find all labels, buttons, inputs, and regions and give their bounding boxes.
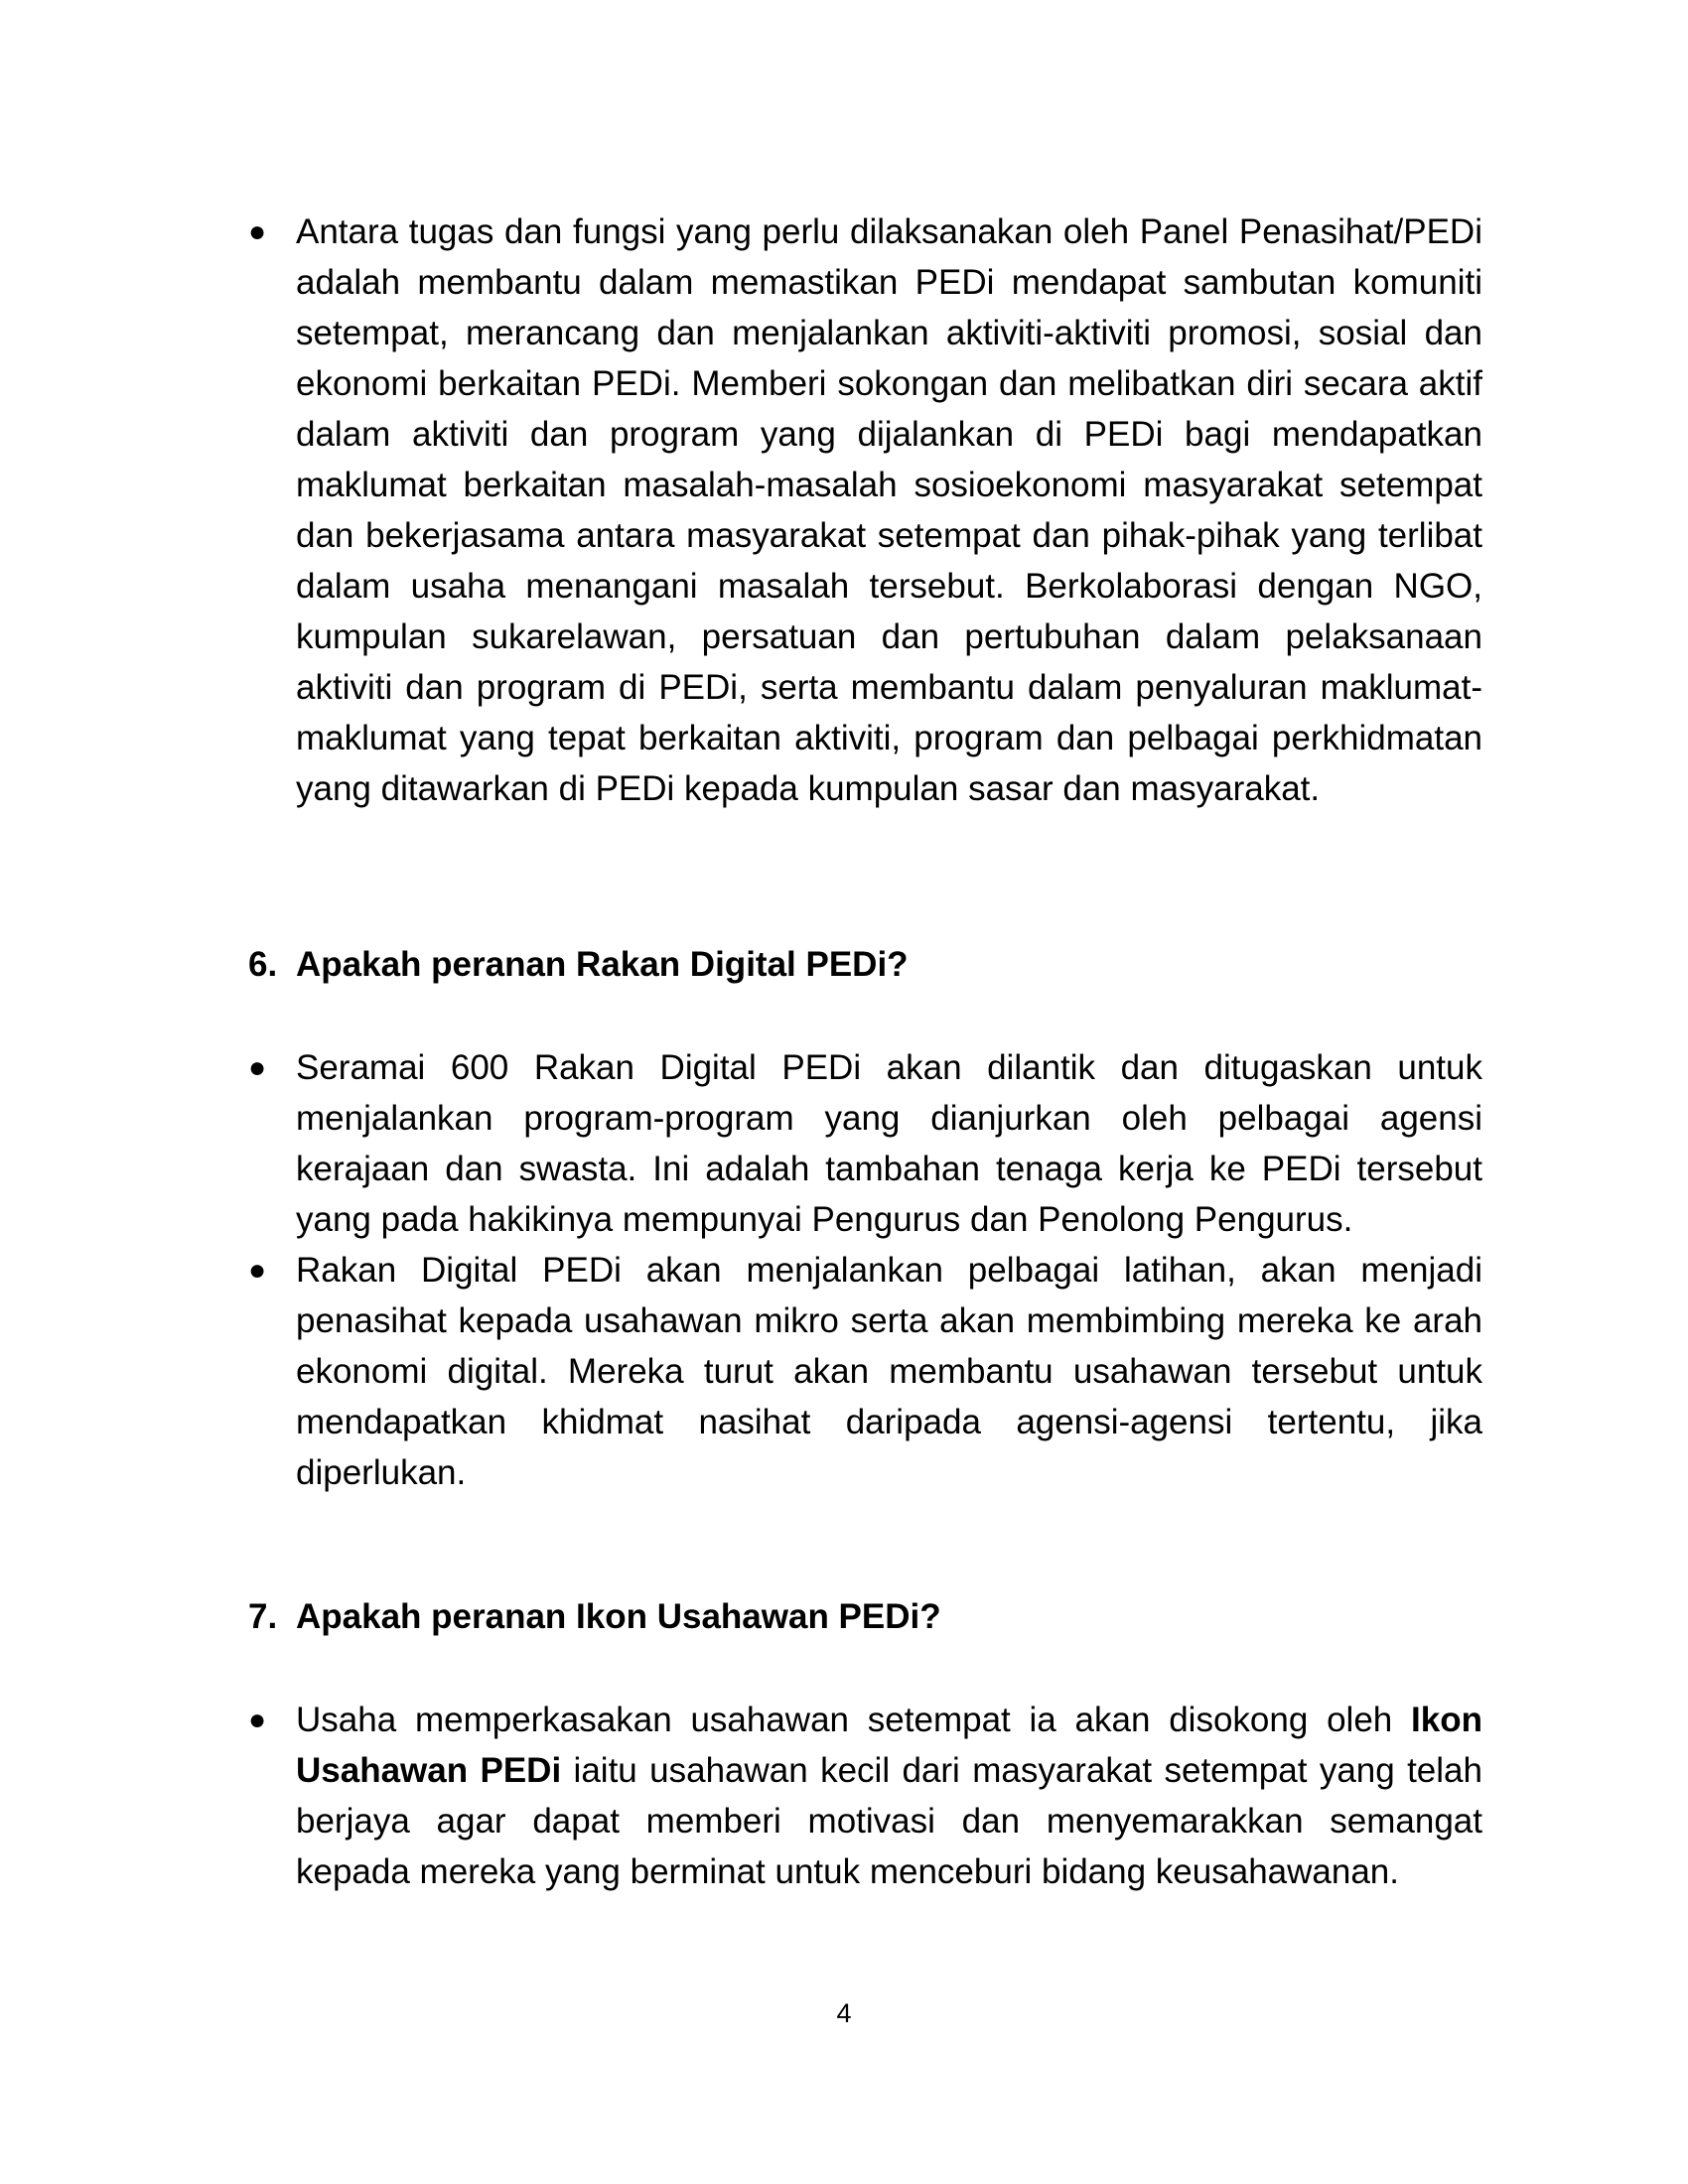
section-7-heading xyxy=(248,1591,1484,1642)
section-7-text-before: Usaha memperkasakan usahawan setempat ia akan disokong oleh xyxy=(296,1701,1412,1739)
bullet-point-icon: ● xyxy=(248,1254,267,1287)
section-7-title: Apakah peranan Ikon Usahawan PEDi? xyxy=(296,1597,941,1636)
section-6-heading xyxy=(248,939,1484,990)
section-7-number: 7. xyxy=(248,1597,278,1636)
page-number: 4 xyxy=(836,1998,852,2028)
section-7-bullet-text xyxy=(296,1695,1482,1897)
intro-bullet-item xyxy=(248,206,1484,814)
section-7-text-bold: Ikon Usahawan PEDi xyxy=(296,1701,1482,1790)
section-6-title: Apakah peranan Rakan Digital PEDi? xyxy=(296,945,909,984)
bullet-point-icon: ● xyxy=(248,1704,267,1736)
section-6-bullet-item-1 xyxy=(248,1042,1484,1245)
section-6-bullet-text-2: Rakan Digital PEDi akan menjalankan pelbagai latihan, akan menjadi penasihat kepada usahawan mikro serta akan membimbing mereka ke arah ekonomi digital. Mereka turut akan membantu usahawan tersebut untuk mendapatkan khidmat nasihat daripada agensi-agensi tertentu, jika diperlukan. xyxy=(296,1251,1482,1492)
intro-bullet-text: Antara tugas dan fungsi yang perlu dilaksanakan oleh Panel Penasihat/PEDi adalah membantu dalam memastikan PEDi mendapat sambutan komuniti setempat, merancang dan menjalankan aktiviti-aktiviti promosi, sosial dan ekonomi berkaitan PEDi. Memberi sokongan dan melibatkan diri secara aktif dalam aktiviti dan program yang dijalankan di PEDi bagi mendapatkan maklumat berkaitan masalah-masalah sosioekonomi masyarakat setempat dan bekerjasama antara masyarakat setempat dan pihak-pihak yang terlibat dalam usaha menangani masalah tersebut. Berkolaborasi dengan NGO, kumpulan sukarelawan, persatuan dan pertubuhan dalam pelaksanaan aktiviti dan program di PEDi, serta membantu dalam penyaluran maklumat-maklumat yang tepat berkaitan aktiviti, program dan pelbagai perkhidmatan yang ditawarkan di PEDi kepada kumpulan sasar dan masyarakat. xyxy=(296,212,1482,808)
section-6-bullet-text-1: Seramai 600 Rakan Digital PEDi akan dilantik dan ditugaskan untuk menjalankan program-program yang dianjurkan oleh pelbagai agensi kerajaan dan swasta. Ini adalah tambahan tenaga kerja ke PEDi tersebut yang pada hakikinya mempunyai Pengurus dan Penolong Pengurus. xyxy=(296,1048,1482,1239)
section-6-number: 6. xyxy=(248,945,278,984)
bullet-point-icon: ● xyxy=(248,215,267,248)
section-7-text-after: iaitu usahawan kecil dari masyarakat setempat yang telah berjaya agar dapat memberi motivasi dan menyemarakkan semangat kepada mereka yang berminat untuk menceburi bidang keusahawanan. xyxy=(296,1751,1482,1891)
bullet-point-icon: ● xyxy=(248,1051,267,1084)
section-7-bullet-item xyxy=(248,1695,1484,1897)
section-6-bullet-item-2 xyxy=(248,1245,1484,1498)
